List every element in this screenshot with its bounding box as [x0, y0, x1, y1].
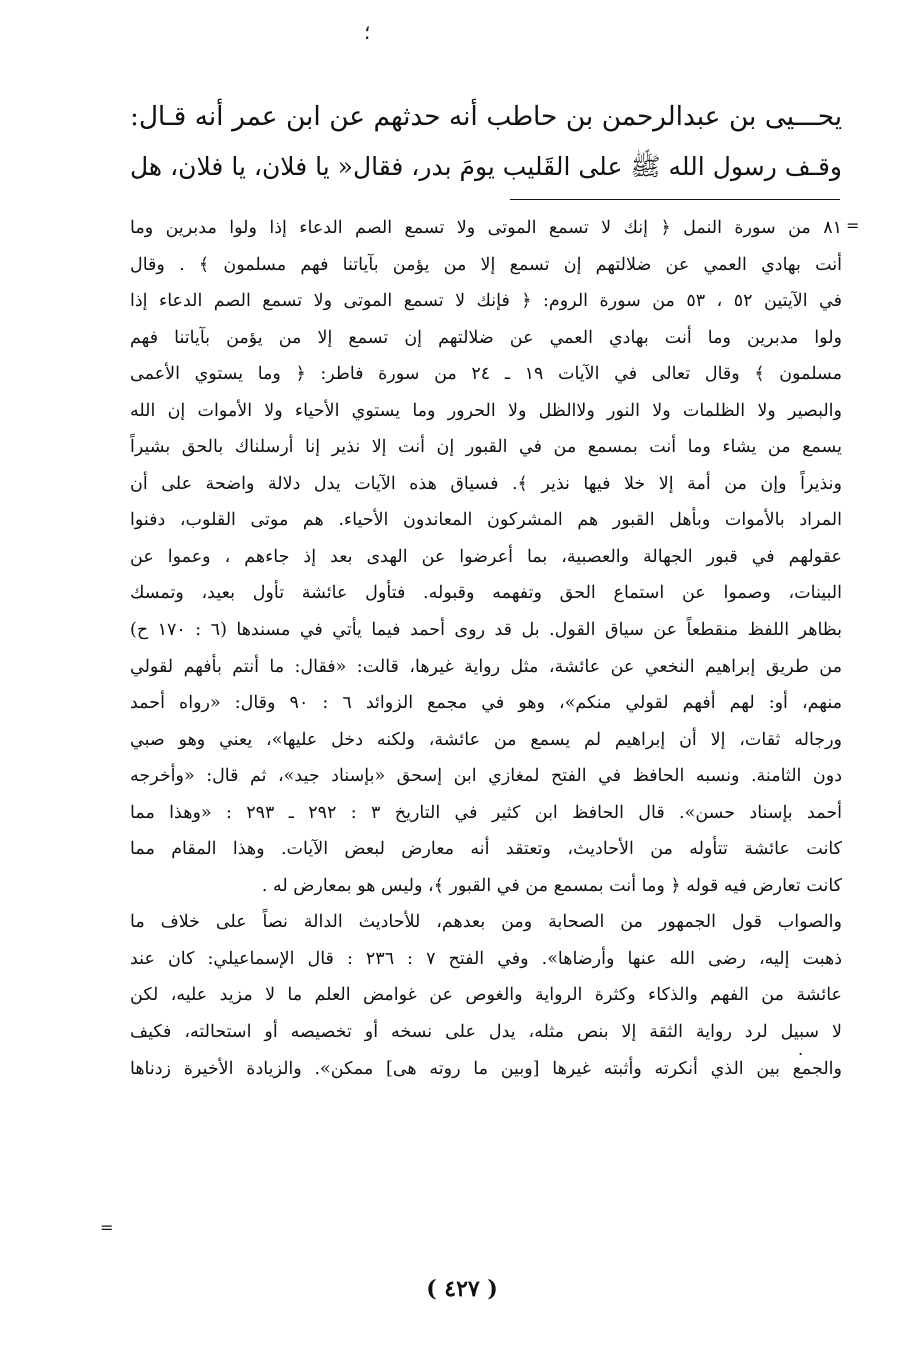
main-text [130, 92, 842, 192]
footnote-line: لا سبيل لرد رواية الثقة إلا بنص مثله، يدل على نسخه أو تخصيصه أو استحالته، فكيف [130, 1022, 842, 1043]
footnote-line: مسلمون ﴾ وقال تعالى في الآيات ١٩ ـ ٢٤ من سورة فاطر: ﴿ وما يستوي الأعمى [130, 364, 842, 385]
footnote-line: والصواب قول الجمهور من الصحابة ومن بعدهم، للأحاديث الدالة نصاً على خلاف ما [130, 912, 842, 933]
page-number: ( ٤٢٧ ) [426, 1276, 498, 1302]
footnote-line: البينات، وصموا عن استماع الحق وتفهمه وقبوله. فتأول عائشة تأول بعيد، وتمسك [130, 583, 842, 604]
footnote-line: عقولهم في قبور الجهالة والعصبية، بما أعرضوا عن الهدى بعد إذ جاءهم ، وعموا عن [130, 546, 842, 567]
footnote-line: ونذيراً وإن من أمة إلا خلا فيها نذير ﴾. فسياق هذه الآيات يدل دلالة واضحة على أن [130, 473, 842, 494]
footnote-line: والبصير ولا الظلمات ولا النور ولاالظل ولا الحرور وما يستوي الأحياء ولا الأموات إن الله [130, 400, 842, 421]
footnote-line: يسمع من يشاء وما أنت بمسمع من في القبور إن أنت إلا نذير إنا أرسلناك بالحق بشيراً [130, 437, 842, 458]
main-line: يحـــيى بن عبدالرحمن بن حاطب أنه حدثهم عن ابن عمر أنه قـال: [130, 102, 842, 132]
top-mark: ؛ [364, 20, 371, 44]
continuation-mark-top: = [846, 216, 860, 235]
footnote-line: دون الثامنة. ونسبه الحافظ في الفتح لمغازي ابن إسحق «بإسناد جيد»، ثم قال: «وأخرجه [130, 766, 842, 787]
footnote-line: كانت عائشة تتأوله من الأحاديث، وتعتقد أنه معارض لبعض الآيات. وهذا المقام مما [130, 839, 842, 860]
footnote-line: المراد بالأموات وبأهل القبور هم المشركون المعاندون الأحياء. هم موتى القلوب، دفنوا [130, 510, 842, 531]
footnote-line: عائشة من الفهم والذكاء وكثرة الرواية والغوص عن غوامض العلم ما لا مزيد عليه، لكن [130, 985, 842, 1006]
footnote-line: ورجاله ثقات، إلا أن إبراهيم لم يسمع من عائشة، ولكنه دخل عليها»، يعني وهو صبي [130, 729, 842, 750]
footnote-line: من طريق إبراهيم النخعي عن عائشة، مثل رواية غيرها، قالت: «فقال: ما أنتم بأفهم لقولي [130, 656, 842, 677]
footnote-line: في الآيتين ٥٢ ، ٥٣ من سورة الروم: ﴿ فإنك لا تسمع الموتى ولا تسمع الصم الدعاء إذا [130, 291, 842, 312]
main-line: وقـف رسول الله ﷺ على القَليب يومَ بدر، فقال« يا فلان، يا فلان، هل [130, 152, 842, 181]
footnote-line: أحمد بإسناد حسن». قال الحافظ ابن كثير في التاريخ ٣ : ٢٩٢ ـ ٢٩٣ : «وهذا مما [130, 802, 842, 823]
footnote-line: منهم، أو: لهم أفهم لقولي منكم»، وهو في مجمع الزوائد ٦ : ٩٠ وقال: «رواه أحمد [130, 693, 842, 714]
footnote-line: ولوا مدبرين وما أنت بهادي العمي عن ضلالتهم إن تسمع إلا من يؤمن بآياتنا فهم [130, 327, 842, 348]
paragraph-bullet: . [798, 1040, 804, 1059]
footnote-line: ٨١ من سورة النمل ﴿ إنك لا تسمع الموتى ولا تسمع الصم الدعاء إذا ولوا مدبرين وما [130, 218, 842, 238]
footnote-line: بظاهر اللفظ منقطعاً عن سياق القول. بل قد روى أحمد فيما يأتي في مسندها (٦ : ١٧٠ ح) [130, 620, 842, 641]
footnote-body [130, 210, 842, 1087]
continuation-mark-bottom: = [100, 1218, 114, 1237]
footnote-line: والجمع بين الذي أنكرته وأثبته غيرها [وبين ما روته هى] ممكن». والزيادة الأخيرة زدناها [130, 1058, 842, 1079]
footnote-line: كانت تعارض فيه قوله ﴿ وما أنت بمسمع من في القبور ﴾، وليس هو بمعارض له . [261, 875, 842, 896]
footnote-separator-rule [510, 199, 840, 200]
footnote-line: أنت بهادي العمي عن ضلالتهم إن تسمع إلا من يؤمن بآياتنا فهم مسلمون ﴾ . وقال [130, 254, 842, 275]
footnote-line: ذهبت إليه، رضى الله عنها وأرضاها». وفي الفتح ٧ : ٢٣٦ : قال الإسماعيلي: كان عند [130, 948, 842, 969]
